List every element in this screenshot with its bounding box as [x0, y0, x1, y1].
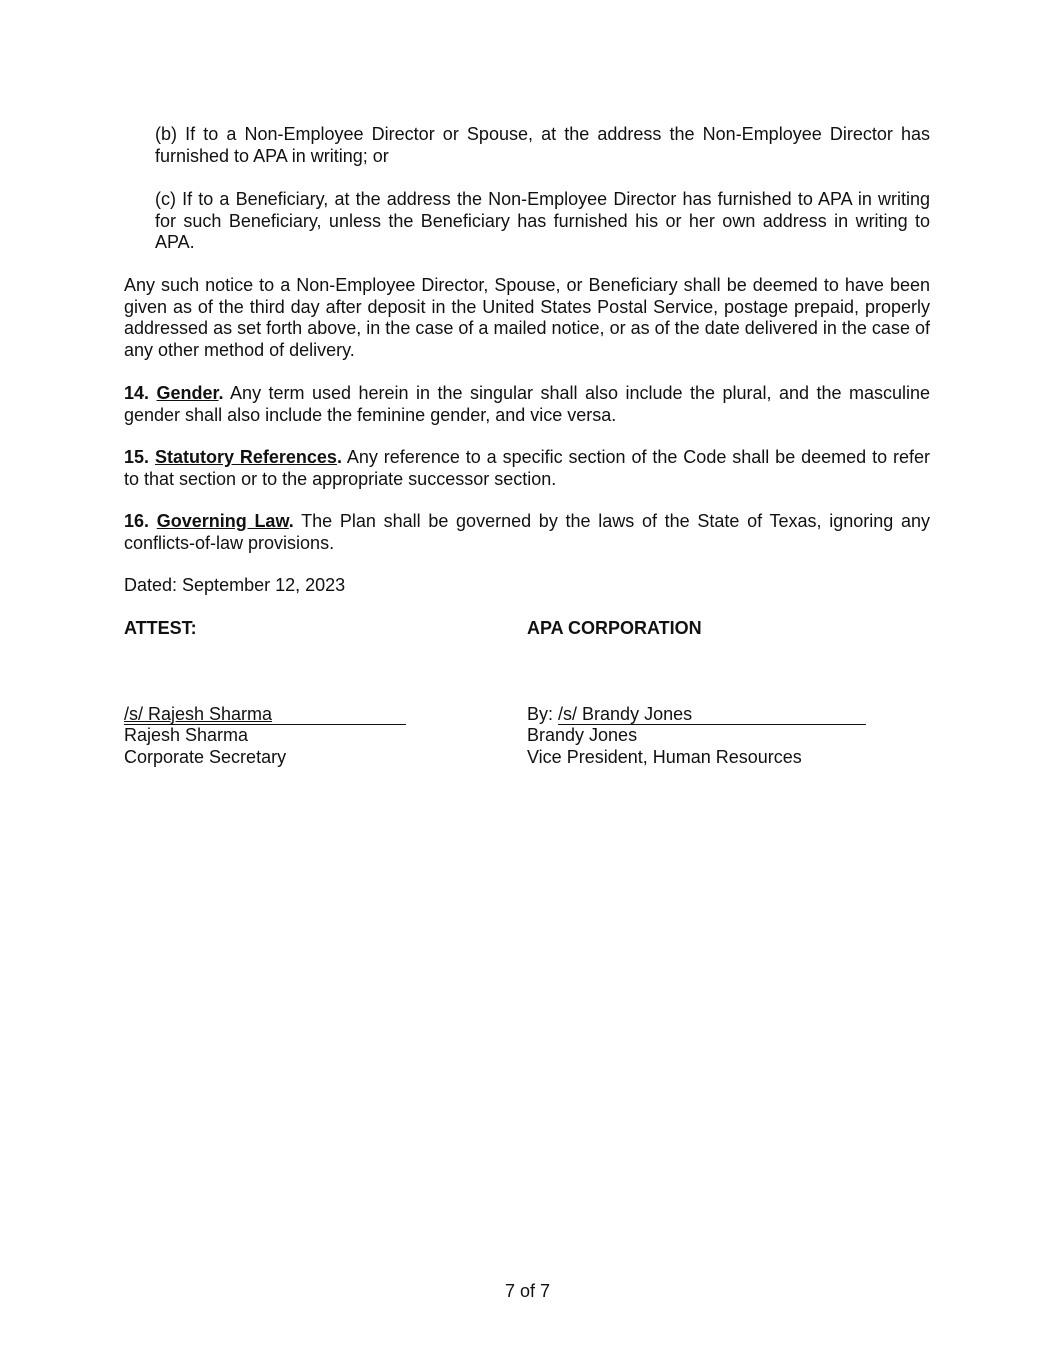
section-14: 14. Gender. Any term used herein in the singular shall also include the plural, and the masculine gender shall also include the feminine gender, and vice versa.: [124, 383, 930, 425]
page-number: 7 of 7: [504, 1281, 551, 1301]
section-title: Gender: [156, 383, 219, 403]
attest-block: [124, 618, 406, 768]
section-16: 16. Governing Law. The Plan shall be governed by the laws of the State of Texas, ignoring any conflicts-of-law provisions.: [124, 511, 930, 553]
signer-title-left: Corporate Secretary: [124, 746, 287, 767]
signer-title-right: Vice President, Human Resources: [527, 746, 802, 767]
paragraph-b: (b) If to a Non-Employee Director or Spouse, at the address the Non-Employee Director has furnished to APA in writing; or: [155, 124, 930, 166]
section-text: The Plan shall be governed by the laws of the State of Texas, ignoring any conflicts-of-law provisions.: [124, 511, 930, 553]
signature-left: /s/ Rajesh Sharma: [124, 703, 273, 724]
signature-line-right: [558, 705, 866, 725]
section-number: 15.: [124, 447, 150, 467]
company-block: [527, 618, 866, 768]
signature-right: /s/ Brandy Jones: [558, 703, 693, 724]
dated-line: Dated: September 12, 2023: [124, 575, 346, 595]
paragraph-notice: Any such notice to a Non-Employee Director, Spouse, or Beneficiary shall be deemed to have been given as of the third day after deposit in the United States Postal Service, postage prepaid, properly addressed as set forth above, in the case of a mailed notice, or as of the date delivered in the case of any other method of delivery.: [124, 275, 930, 360]
signer-name-right: Brandy Jones: [527, 725, 638, 746]
section-title: Governing Law: [156, 511, 289, 531]
section-number: 16.: [124, 511, 150, 531]
signer-name-left: Rajesh Sharma: [124, 725, 249, 746]
attest-heading: ATTEST:: [124, 618, 197, 638]
section-text: Any reference to a specific section of the Code shall be deemed to refer to that section or to the appropriate successor section.: [124, 447, 930, 489]
company-heading: APA CORPORATION: [527, 618, 702, 638]
section-title: Statutory References: [154, 447, 337, 467]
paragraph-c: (c) If to a Beneficiary, at the address the Non-Employee Director has furnished to APA in writing for such Beneficiary, unless the Beneficiary has furnished his or her own address in writing to APA.: [155, 189, 930, 253]
section-text: Any term used herein in the singular shall also include the plural, and the masculine gender shall also include the feminine gender, and vice versa.: [124, 383, 930, 425]
section-number: 14.: [124, 383, 150, 403]
section-15: 15. Statutory References. Any reference to a specific section of the Code shall be deemed to refer to that section or to the appropriate successor section.: [124, 447, 930, 489]
by-label: By:: [527, 703, 554, 724]
signature-line-left: [124, 705, 406, 725]
